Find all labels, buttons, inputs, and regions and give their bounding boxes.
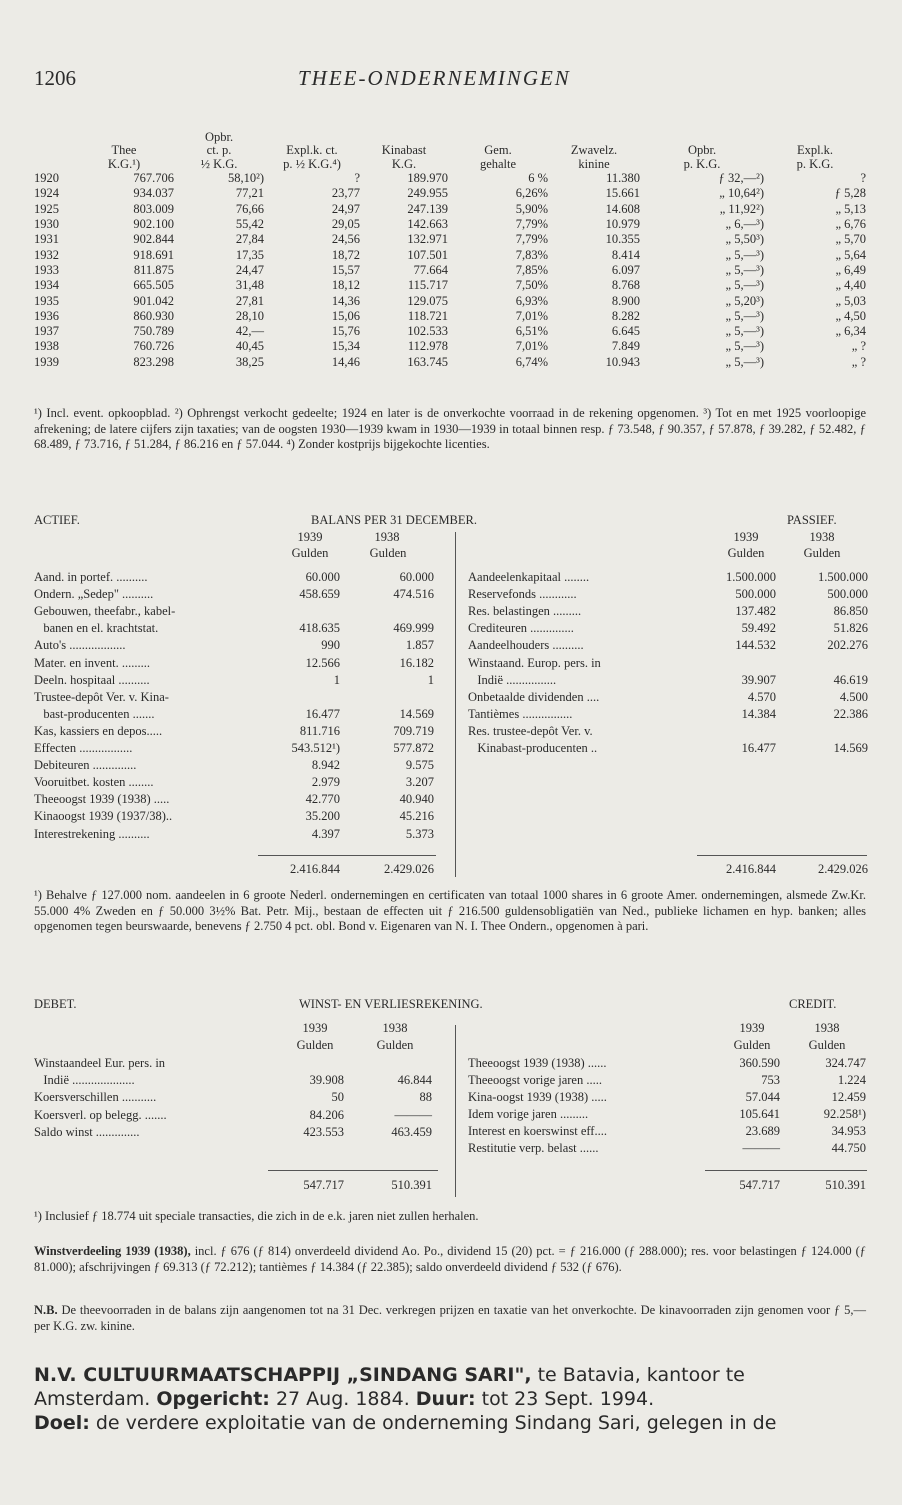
balans-total-a: 2.416.844 bbox=[290, 862, 340, 876]
actief-value-1938: 5.373 bbox=[405, 826, 434, 841]
stat-cell: „ 5,03 bbox=[835, 293, 866, 308]
stat-cell: 38,25 bbox=[235, 354, 264, 369]
stat-cell: 901.042 bbox=[133, 293, 174, 308]
stat-cell: 76,66 bbox=[235, 201, 264, 216]
passief-item-label: Aandeelhouders .......... bbox=[468, 638, 584, 653]
passief-value-1939: 1.500.000 bbox=[726, 570, 776, 584]
stat-cell: 15.661 bbox=[605, 186, 640, 201]
stat-cell: 8.900 bbox=[611, 293, 640, 308]
stat-cell: „ 4,50 bbox=[835, 308, 866, 323]
passief-item-label: Reservefonds ............ bbox=[468, 587, 577, 602]
stat-cell: 14,46 bbox=[331, 354, 360, 369]
credit-value-1938: 1.224 bbox=[837, 1072, 866, 1087]
stat-col-header: Zwavelz. kinine bbox=[570, 143, 618, 171]
actief-value-1938: 45.216 bbox=[399, 809, 434, 824]
stat-year: 1937 bbox=[34, 324, 59, 339]
stat-cell: 23,77 bbox=[331, 186, 360, 201]
company-location: te Batavia, kantoor te bbox=[531, 1364, 745, 1386]
debet-value-1938: 46.844 bbox=[397, 1073, 432, 1088]
actief-item-label: Debiteuren .............. bbox=[34, 758, 137, 773]
stat-cell: 18,12 bbox=[331, 278, 360, 293]
debet-label: DEBET. bbox=[34, 997, 77, 1011]
stat-cell: 7,50% bbox=[515, 278, 548, 293]
stat-cell: 767.706 bbox=[133, 171, 174, 186]
actief-value-1938: 16.182 bbox=[399, 655, 434, 670]
passief-label: PASSIEF. bbox=[787, 513, 837, 527]
stat-cell: 750.789 bbox=[133, 324, 174, 339]
stat-cell: 24,47 bbox=[235, 262, 264, 277]
passief-value-1939: 59.492 bbox=[741, 621, 776, 636]
debet-item-label: Winstaandeel Eur. pers. in bbox=[34, 1056, 166, 1070]
credit-value-1938: 324.747 bbox=[825, 1056, 866, 1070]
actief-item-label: Auto's .................. bbox=[34, 638, 126, 653]
stat-cell: 7,83% bbox=[515, 247, 548, 262]
stat-cell: 5,90% bbox=[515, 201, 548, 216]
stat-year: 1938 bbox=[34, 339, 59, 354]
stat-cell: 823.298 bbox=[133, 354, 174, 369]
passief-value-1939: 500.000 bbox=[735, 587, 776, 602]
actief-item-label: Vooruitbet. kosten ........ bbox=[34, 775, 154, 790]
actief-value-1938: 1.857 bbox=[405, 638, 434, 653]
stat-cell: 58,10²) bbox=[227, 171, 264, 186]
stat-cell: 102.533 bbox=[407, 324, 448, 339]
debet-item-label: Saldo winst .............. bbox=[34, 1124, 140, 1139]
opgericht-label: Opgericht: bbox=[156, 1388, 270, 1410]
stat-cell: 55,42 bbox=[235, 217, 264, 232]
actief-item-label: Ondern. „Sedep" .......... bbox=[34, 587, 154, 602]
stat-cell: 7,85% bbox=[515, 262, 548, 277]
stat-cell: 8.414 bbox=[611, 247, 640, 262]
nb-text: De theevoorraden in de balans zijn aangenomen tot na 31 Dec. verkregen prijzen en taxatie van het onverkochte. De kinavoorraden zijn genomen voor ƒ 5,— per K.G. zw. kinine. bbox=[34, 1303, 866, 1333]
winst-unit-a: Gulden bbox=[296, 1038, 334, 1052]
stat-cell: 6.645 bbox=[611, 324, 640, 339]
company-line-1 bbox=[34, 1364, 745, 1386]
winst-total-b-right: 510.391 bbox=[825, 1178, 866, 1192]
actief-item-label: Kas, kassiers en depos..... bbox=[34, 723, 163, 738]
credit-item-label: Restitutie verp. belast ...... bbox=[468, 1140, 599, 1155]
winst-unit-b-right: Gulden bbox=[808, 1038, 846, 1052]
stat-cell: „ 6,—³) bbox=[725, 217, 764, 232]
passief-value-1938: 22.386 bbox=[833, 706, 868, 721]
stat-cell: 115.717 bbox=[407, 278, 448, 293]
stat-cell: „ 6,49 bbox=[835, 262, 866, 277]
stat-cell: „ 5,—³) bbox=[725, 354, 764, 369]
actief-value-1938: 3.207 bbox=[405, 775, 434, 790]
stat-col-header: Thee K.G.¹) bbox=[107, 143, 141, 171]
balans-total-b: 2.429.026 bbox=[384, 862, 434, 876]
stat-cell: 760.726 bbox=[133, 339, 174, 354]
stat-col-header: Opbr. ct. p. ½ K.G. bbox=[200, 129, 238, 171]
actief-value-1938: 577.872 bbox=[393, 741, 434, 755]
actief-item-label: Kinaoogst 1939 (1937/38).. bbox=[34, 809, 173, 824]
stat-cell: 665.505 bbox=[133, 278, 174, 293]
passief-value-1938: 46.619 bbox=[833, 672, 868, 687]
stat-cell: 17,35 bbox=[235, 247, 264, 262]
stat-cell: ? bbox=[860, 171, 866, 186]
actief-label: ACTIEF. bbox=[34, 513, 80, 527]
actief-value-1938: 1 bbox=[427, 672, 434, 687]
stat-cell: „ 5,—³) bbox=[725, 278, 764, 293]
statistics-footnote: ¹) Incl. event. opkoopblad. ²) Ophrengst verkocht gedeelte; 1924 en later is de onverkochte voorraad in de rekening opgenomen. ³) Tot en met 1925 voorloopige afrekening; de latere cijfers zijn taxaties; van de oogsten 1930—1939 kwam in 1930—1939 in totaal binnen resp. ƒ 73.548, ƒ 90.357, ƒ 57.878, ƒ 39.282, ƒ 52.482, ƒ 68.489, ƒ 73.716, ƒ 51.284, ƒ 86.216 en ƒ 57.044. ⁴) Zonder kostprijs bijgekochte licenties. bbox=[34, 406, 866, 452]
passief-item-label: Tantièmes ................ bbox=[468, 706, 573, 721]
actief-value-1939: 12.566 bbox=[305, 655, 340, 670]
stat-cell: 77,21 bbox=[235, 186, 264, 201]
winst-unit-a-right: Gulden bbox=[733, 1038, 771, 1052]
stat-cell: 15,76 bbox=[331, 324, 360, 339]
stat-cell: 40,45 bbox=[235, 339, 264, 354]
stat-cell: 6,74% bbox=[515, 354, 548, 369]
stat-cell: 7,01% bbox=[515, 339, 548, 354]
credit-item-label: Idem vorige jaren ......... bbox=[468, 1106, 589, 1121]
actief-value-1939: 16.477 bbox=[305, 706, 340, 721]
stat-cell: 6 % bbox=[528, 171, 548, 186]
winst-title: WINST- EN VERLIESREKENING. bbox=[299, 997, 483, 1011]
stat-cell: 189.970 bbox=[407, 171, 448, 186]
balans-unit-b-right: Gulden bbox=[803, 546, 841, 560]
balans-unit-a: Gulden bbox=[291, 546, 329, 560]
debet-value-1939: 50 bbox=[331, 1090, 344, 1105]
actief-value-1939: 42.770 bbox=[305, 792, 340, 807]
passief-value-1939: 39.907 bbox=[741, 672, 776, 687]
stat-cell: 8.768 bbox=[611, 278, 640, 293]
company-city: Amsterdam. bbox=[34, 1388, 157, 1410]
actief-value-1938: 709.719 bbox=[393, 723, 434, 738]
actief-value-1938: 9.575 bbox=[405, 758, 434, 773]
credit-value-1938: 92.258¹) bbox=[823, 1106, 866, 1121]
stat-year: 1930 bbox=[34, 217, 59, 232]
actief-item-label: bast-producenten ....... bbox=[34, 706, 155, 721]
winst-total-a: 547.717 bbox=[303, 1178, 344, 1192]
debet-value-1938: ——— bbox=[394, 1107, 432, 1122]
winst-unit-b: Gulden bbox=[376, 1038, 414, 1052]
stat-col-header: Expl.k. ct. p. ½ K.G.⁴) bbox=[283, 143, 341, 171]
winst-footnote: ¹) Inclusief ƒ 18.774 uit speciale transacties, die zich in de e.k. jaren niet zullen herhalen. bbox=[34, 1209, 479, 1223]
duur-value: tot 23 Sept. 1994. bbox=[475, 1388, 655, 1410]
credit-value-1939: 360.590 bbox=[739, 1056, 780, 1070]
page-title: THEE-ONDERNEMINGEN bbox=[298, 66, 571, 90]
actief-item-label: Deeln. hospitaal .......... bbox=[34, 672, 150, 687]
balans-year-b: 1938 bbox=[374, 530, 400, 544]
stat-cell: „ 6,34 bbox=[835, 324, 866, 339]
passief-value-1938: 86.850 bbox=[833, 604, 868, 619]
actief-item-label: banen en el. krachtstat. bbox=[34, 621, 159, 636]
actief-value-1939: 418.635 bbox=[299, 621, 340, 636]
passief-item-label: Crediteuren .............. bbox=[468, 621, 574, 636]
actief-value-1939: 543.512¹) bbox=[291, 741, 340, 755]
winstverdeeling-label: Winstverdeeling 1939 (1938), bbox=[34, 1244, 191, 1258]
opgericht-value: 27 Aug. 1884. bbox=[269, 1388, 416, 1410]
doel-text: de verdere exploitatie van de onderneming Sindang Sari, gelegen in de bbox=[89, 1412, 777, 1434]
stat-col-header: Gem. gehalte bbox=[479, 143, 517, 171]
stat-cell: 15,34 bbox=[331, 339, 360, 354]
stat-cell: 27,84 bbox=[235, 232, 264, 247]
stat-cell: ƒ 32,—²) bbox=[718, 171, 764, 186]
credit-value-1939: ——— bbox=[742, 1140, 780, 1155]
stat-cell: 803.009 bbox=[133, 201, 174, 216]
stat-cell: 24,97 bbox=[331, 201, 360, 216]
winst-total-b: 510.391 bbox=[391, 1178, 432, 1192]
stat-cell: 6,26% bbox=[515, 186, 548, 201]
passief-value-1938: 500.000 bbox=[827, 587, 868, 602]
passief-value-1938: 202.276 bbox=[827, 638, 868, 653]
winst-year-b: 1938 bbox=[382, 1021, 408, 1035]
stat-cell: 15,06 bbox=[331, 308, 360, 323]
balans-title: BALANS PER 31 DECEMBER. bbox=[311, 513, 477, 527]
passief-value-1939: 4.570 bbox=[747, 689, 776, 704]
stat-cell: 10.979 bbox=[605, 217, 640, 232]
stat-col-header: Kinabast K.G. bbox=[381, 143, 427, 171]
balans-footnote: ¹) Behalve ƒ 127.000 nom. aandeelen in 6 groote Nederl. ondernemingen en certificaten van totaal 1000 shares in 6 groote Amer. ondernemingen, alsmede Zw.Kr. 55.000 4% Zweden en ƒ 50.000 3½% Bat. Petr. Mij., bestaan de effecten uit ƒ 216.500 guldensobligatiën van Ned., publieke lichamen en hyp. banken; alles opgenomen tegen beurswaarde, benevens ƒ 2.750 4 pct. obl. Bond v. Eigenaren van N. I. Thee Ondern., opgenomen à pari. bbox=[34, 888, 866, 934]
actief-value-1938: 469.999 bbox=[393, 621, 434, 636]
credit-item-label: Interest en koerswinst eff.... bbox=[468, 1123, 607, 1138]
actief-value-1939: 458.659 bbox=[299, 587, 340, 602]
stat-cell: 247.139 bbox=[407, 201, 448, 216]
passief-item-label: Res. trustee-depôt Ver. v. bbox=[468, 723, 593, 738]
stat-cell: „ ? bbox=[851, 339, 866, 354]
passief-value-1938: 4.500 bbox=[839, 689, 868, 704]
nb-label: N.B. bbox=[34, 1303, 58, 1317]
stat-cell: 902.100 bbox=[133, 217, 174, 232]
actief-item-label: Theeoogst 1939 (1938) ..... bbox=[34, 792, 170, 807]
stat-cell: 860.930 bbox=[133, 308, 174, 323]
credit-value-1938: 44.750 bbox=[831, 1140, 866, 1155]
winst-year-a: 1939 bbox=[302, 1021, 328, 1035]
actief-item-label: Interestrekening .......... bbox=[34, 826, 150, 841]
passief-item-label: Onbetaalde dividenden .... bbox=[468, 689, 600, 704]
credit-label: CREDIT. bbox=[789, 997, 837, 1011]
stat-cell: „ 10,64²) bbox=[719, 186, 764, 201]
debet-value-1939: 423.553 bbox=[303, 1124, 344, 1139]
stat-cell: „ 5,70 bbox=[835, 232, 866, 247]
stat-cell: 132.971 bbox=[407, 232, 448, 247]
nb-paragraph bbox=[34, 1303, 866, 1334]
actief-item-label: Gebouwen, theefabr., kabel- bbox=[34, 604, 176, 619]
actief-value-1938: 60.000 bbox=[399, 570, 434, 584]
stat-cell: „ 11,92²) bbox=[719, 201, 764, 216]
stat-cell: 6.097 bbox=[611, 262, 640, 277]
actief-value-1939: 4.397 bbox=[311, 826, 340, 841]
stat-cell: „ 5,20³) bbox=[725, 293, 764, 308]
actief-value-1938: 14.569 bbox=[399, 706, 434, 721]
actief-value-1939: 990 bbox=[321, 638, 340, 653]
winst-total-a-right: 547.717 bbox=[739, 1178, 780, 1192]
actief-value-1939: 60.000 bbox=[305, 570, 340, 584]
credit-value-1939: 57.044 bbox=[745, 1089, 780, 1104]
page-number: 1206 bbox=[34, 66, 76, 90]
credit-value-1939: 23.689 bbox=[745, 1123, 780, 1138]
stat-cell: „ 5,—³) bbox=[725, 308, 764, 323]
stat-year: 1932 bbox=[34, 247, 59, 262]
actief-value-1939: 8.942 bbox=[311, 758, 340, 773]
stat-cell: 28,10 bbox=[235, 308, 264, 323]
stat-year: 1936 bbox=[34, 308, 59, 323]
stat-cell: 934.037 bbox=[133, 186, 174, 201]
credit-item-label: Kina-oogst 1939 (1938) ..... bbox=[468, 1089, 607, 1104]
credit-value-1938: 34.953 bbox=[831, 1123, 866, 1138]
winst-divider bbox=[455, 1025, 456, 1197]
passief-value-1939: 137.482 bbox=[735, 604, 776, 619]
stat-cell: „ 4,40 bbox=[835, 278, 866, 293]
debet-item-label: Koersverschillen ........... bbox=[34, 1090, 157, 1105]
winst-total-rule-left bbox=[268, 1170, 438, 1171]
actief-value-1939: 811.716 bbox=[299, 723, 340, 738]
actief-item-label: Effecten ................. bbox=[34, 741, 133, 755]
actief-value-1939: 1 bbox=[333, 672, 340, 687]
stat-cell: 11.380 bbox=[606, 171, 640, 186]
debet-value-1939: 39.908 bbox=[309, 1073, 344, 1088]
passief-item-label: Winstaand. Europ. pers. in bbox=[468, 655, 601, 670]
passief-value-1938: 1.500.000 bbox=[818, 570, 868, 584]
debet-item-label: Koersverl. op belegg. ....... bbox=[34, 1107, 167, 1122]
credit-value-1939: 105.641 bbox=[739, 1106, 780, 1121]
stat-col-header: Expl.k. p. K.G. bbox=[796, 143, 834, 171]
winst-year-a-right: 1939 bbox=[739, 1021, 765, 1035]
actief-item-label: Aand. in portef. .......... bbox=[34, 570, 148, 584]
stat-cell: 29,05 bbox=[331, 217, 360, 232]
stat-cell: 107.501 bbox=[407, 247, 448, 262]
stat-cell: 24,56 bbox=[331, 232, 360, 247]
stat-year: 1935 bbox=[34, 293, 59, 308]
stat-cell: 918.691 bbox=[133, 247, 174, 262]
stat-cell: 10.355 bbox=[605, 232, 640, 247]
stat-cell: 18,72 bbox=[331, 247, 360, 262]
stat-cell: 249.955 bbox=[407, 186, 448, 201]
debet-value-1938: 463.459 bbox=[391, 1124, 432, 1139]
company-name: N.V. CULTUURMAATSCHAPPIJ „SINDANG SARI", bbox=[34, 1364, 532, 1386]
actief-value-1938: 40.940 bbox=[399, 792, 434, 807]
balans-unit-b: Gulden bbox=[369, 546, 407, 560]
stat-cell: 6,93% bbox=[515, 293, 548, 308]
stat-cell: „ 5,64 bbox=[835, 247, 866, 262]
stat-cell: 15,57 bbox=[331, 262, 360, 277]
stat-year: 1931 bbox=[34, 232, 59, 247]
actief-item-label: Trustee-depôt Ver. v. Kina- bbox=[34, 689, 169, 704]
balans-year-b-right: 1938 bbox=[809, 530, 835, 544]
stat-year: 1924 bbox=[34, 186, 59, 201]
debet-item-label: Indië .................... bbox=[34, 1073, 135, 1088]
balans-unit-a-right: Gulden bbox=[727, 546, 765, 560]
stat-year: 1939 bbox=[34, 354, 59, 369]
credit-item-label: Theeoogst vorige jaren ..... bbox=[468, 1072, 602, 1087]
company-line-2 bbox=[34, 1388, 654, 1410]
stat-cell: ƒ 5,28 bbox=[834, 186, 866, 201]
stat-cell: „ 6,76 bbox=[835, 217, 866, 232]
passief-value-1938: 51.826 bbox=[833, 621, 868, 636]
passief-item-label: Aandeelenkapitaal ........ bbox=[468, 570, 590, 584]
winstverdeeling-text: incl. ƒ 676 (ƒ 814) onverdeeld dividend Ao. Po., dividend 15 (20) pct. = ƒ 216.000 (ƒ 288.000); res. voor belastingen ƒ 124.000 (ƒ 81.000); afschrijvingen ƒ 69.313 (ƒ 72.212); tantièmes ƒ 14.384 (ƒ 22.385); saldo onverdeeld dividend ƒ 532 (ƒ 676). bbox=[34, 1244, 867, 1274]
credit-item-label: Theeoogst 1939 (1938) ...... bbox=[468, 1056, 607, 1070]
stat-year: 1934 bbox=[34, 278, 59, 293]
duur-label: Duur: bbox=[415, 1388, 476, 1410]
stat-cell: 118.721 bbox=[407, 308, 448, 323]
stat-cell: ? bbox=[354, 171, 360, 186]
actief-value-1939: 35.200 bbox=[305, 809, 340, 824]
stat-col-header: Opbr. p. K.G. bbox=[683, 143, 721, 171]
stat-cell: 811.875 bbox=[133, 262, 174, 277]
debet-value-1938: 88 bbox=[419, 1090, 432, 1105]
stat-cell: 163.745 bbox=[407, 354, 448, 369]
winstverdeeling-paragraph bbox=[34, 1244, 866, 1275]
stat-cell: 7,79% bbox=[515, 217, 548, 232]
stat-cell: 7,79% bbox=[515, 232, 548, 247]
stat-cell: 42,— bbox=[235, 324, 264, 339]
stat-cell: 31,48 bbox=[235, 278, 264, 293]
stat-year: 1925 bbox=[34, 201, 59, 216]
stat-cell: „ 5,13 bbox=[835, 201, 866, 216]
stat-cell: „ 5,—³) bbox=[725, 324, 764, 339]
stat-cell: „ 5,—³) bbox=[725, 247, 764, 262]
debet-value-1939: 84.206 bbox=[309, 1107, 344, 1122]
stat-cell: „ 5,—³) bbox=[725, 339, 764, 354]
passief-value-1938: 14.569 bbox=[833, 741, 868, 755]
stat-cell: 27,81 bbox=[235, 293, 264, 308]
stat-cell: „ 5,—³) bbox=[725, 262, 764, 277]
stat-cell: 10.943 bbox=[605, 354, 640, 369]
actief-value-1939: 2.979 bbox=[311, 775, 340, 790]
passief-item-label: Res. belastingen ......... bbox=[468, 604, 582, 619]
balans-year-a-right: 1939 bbox=[733, 530, 759, 544]
credit-value-1938: 12.459 bbox=[831, 1089, 866, 1104]
stat-cell: 142.663 bbox=[407, 217, 448, 232]
stat-cell: „ ? bbox=[851, 354, 866, 369]
passief-value-1939: 14.384 bbox=[741, 706, 776, 721]
passief-item-label: Indië ................ bbox=[468, 672, 557, 687]
stat-cell: 7.849 bbox=[611, 339, 640, 354]
winst-total-rule-right bbox=[705, 1170, 867, 1171]
passief-item-label: Kinabast-producenten .. bbox=[468, 741, 598, 755]
actief-item-label: Mater. en invent. ......... bbox=[34, 655, 150, 670]
balans-total-a-right: 2.416.844 bbox=[726, 862, 776, 876]
balans-year-a: 1939 bbox=[297, 530, 323, 544]
balans-total-b-right: 2.429.026 bbox=[818, 862, 868, 876]
stat-year: 1933 bbox=[34, 262, 59, 277]
stat-cell: „ 5,50³) bbox=[725, 232, 764, 247]
stat-cell: 8.282 bbox=[611, 308, 640, 323]
stat-cell: 112.978 bbox=[407, 339, 448, 354]
actief-value-1938: 474.516 bbox=[393, 587, 434, 602]
winst-year-b-right: 1938 bbox=[814, 1021, 840, 1035]
doel-label: Doel: bbox=[34, 1412, 90, 1434]
stat-cell: 7,01% bbox=[515, 308, 548, 323]
passief-value-1939: 16.477 bbox=[741, 741, 776, 755]
stat-cell: 902.844 bbox=[133, 232, 174, 247]
stat-year: 1920 bbox=[34, 171, 59, 186]
stat-cell: 14.608 bbox=[605, 201, 640, 216]
stat-cell: 6,51% bbox=[515, 324, 548, 339]
stat-cell: 129.075 bbox=[407, 293, 448, 308]
stat-cell: 14,36 bbox=[331, 293, 360, 308]
passief-value-1939: 144.532 bbox=[735, 638, 776, 653]
credit-value-1939: 753 bbox=[761, 1072, 780, 1087]
company-line-3 bbox=[34, 1412, 776, 1434]
stat-cell: 77.664 bbox=[413, 262, 448, 277]
